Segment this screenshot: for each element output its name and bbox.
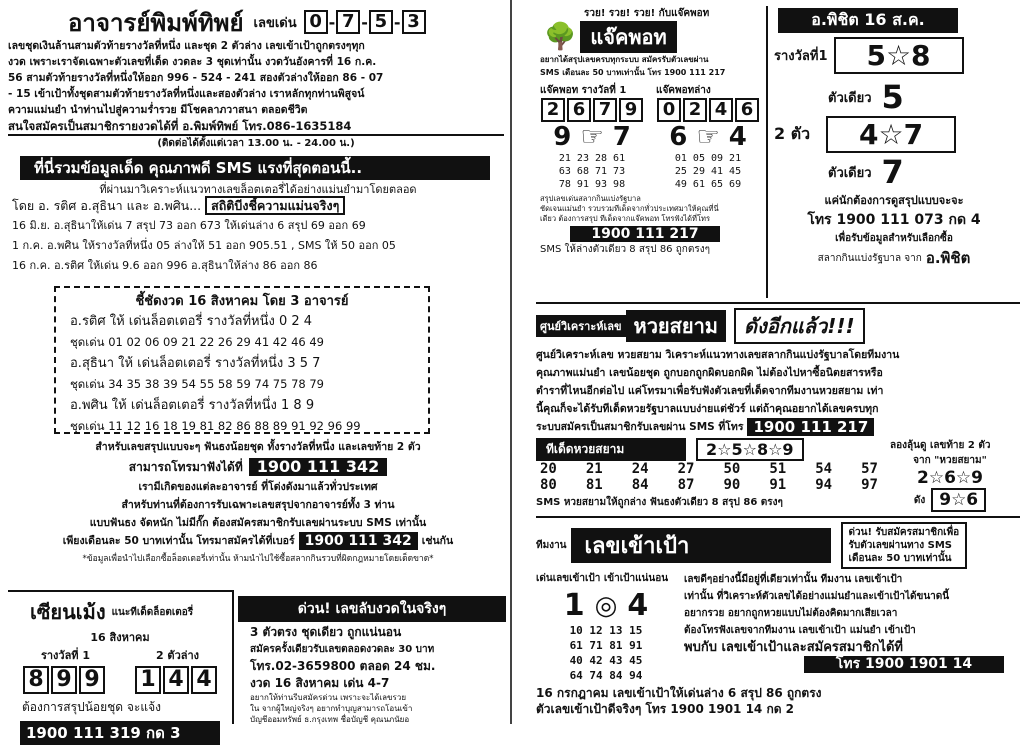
siam-cell: 84 [631,477,649,493]
teachers-box-title: ชี้ชัดงวด 16 สิงหาคม โดย 3 อาจารย์ [135,294,349,309]
jackpot-grid-row: 21 23 28 61 [558,153,626,164]
lead-digit: 0 [304,10,328,34]
summary-line: สำหรับเลขสรุปแบบจะๆ ฟันธงน้อยชุด ทั้งรางวัลที่หนึ่ง และเลขท้าย 2 ตัว [95,441,421,453]
siam-para: ศูนย์วิเคราะห์เลข หวยสยาม วิเคราะห์แนวทางเลขสลากกินแบ่งรัฐบาลโดยทีมงาน [536,349,900,361]
lekpao-line: พบกับ เลขเข้าเป้าและสมัครสมาชิกได้ที่ [684,640,903,655]
jackpot-sub: อยากได้สรุปเลขครบทุกระบบ สมัครรับตัวเลขผ่าน [540,55,709,64]
siam-cell: 81 [585,477,603,493]
jackpot-grid-row: 25 29 41 45 [674,166,742,177]
header-line: งวด เพราะเราจัดเฉพาะตัวเลขที่เด็ด งวดละ 3 ชุดเท่านั้น งวดวันอังคารที่ 16 ก.ค. [8,56,377,68]
jackpot-left-title: แจ๊คพอท รางวัลที่ 1 [540,85,627,96]
lekpao-line: ต้องโทรฟังเลขจากทีมงาน เลขเข้าเป้า แม่นยำ เข้าเป้า [684,625,916,636]
target-icon: ◎ [594,590,618,621]
secret-line: งวด 16 สิงหาคม เด่น 4-7 [250,676,390,690]
siam-cell: 80 [540,477,557,493]
jackpot-desc: เดียว ต้องการสรุป ทีเด็ดจากแจ๊คพอท โทรฟังได้ที่โทร [540,214,710,223]
jackpot-digit: 2 [541,98,565,122]
siam-cell: 57 [861,461,878,477]
jackpot-grid-row: 01 05 09 21 [674,153,742,164]
pichit-first: 5☆8 [834,37,964,74]
siam-cell: 87 [677,477,695,493]
pichit-want: แค่นักต้องการดูสรุปแบบจะจะ [824,194,964,207]
pichit-label: ตัวเดียว [828,165,872,181]
intro-tag: สถิติบีงชี้ความแม่นจริงๆ [205,196,345,215]
stats-section [12,182,504,274]
siam-brand: หวยสยาม [626,310,726,342]
intro-line: ที่ผ่านมาวิเคราะห์แนวทางเลขล็อตเตอรี่ได้อย่างแม่นยำมาโดยตลอด [99,183,417,196]
meng-label: 2 ตัวล่าง [155,649,200,662]
pichit-section [766,6,1020,298]
secret-line: 3 ตัวตรง ชุดเดียว ถูกแน่นอน [250,625,402,639]
lead-digit: 7 [336,10,360,34]
siam-side-pair: 2☆6☆9 [917,468,983,488]
teacher-line: อ.รติศ ให้ เด่นล็อตเตอรี่ รางวัลที่หนึ่ง 0 2 4 [70,314,313,329]
siam-cell: 24 [631,461,649,477]
siam-table-title: ทีเด็ดหวยสยาม [536,438,686,461]
money-tree-icon: 🌳 [544,22,577,52]
lekpao-line: เท่านั้น ที่วิเคราะห์ตัวเลขได้อย่างแม่นยำและเข้าเป้าได้ขนาดนี้ [684,591,950,602]
lekpao-team: ทีมงาน [536,540,567,551]
lekpao-ad-line: เดือนละ 50 บาทเท่านั้น [848,553,952,564]
lekpao-box [536,571,676,683]
siam-section [536,302,1020,514]
pimtip-section: อาจารย์พิมพ์ทิพย์ เลขเด่น 0 - 7 - 5 - 3 เลขชุดเงินล้านสามตัวท้ายรางวัลที่หนึ่ง และชุด 2 ตัวล่าง เลขเข้าเป้าถูกตรงๆทุก งวด เพราะเราจัดเฉพาะตัวเลขที่เด็ด งวดละ 3 ชุดเท่านั้น งวดวันอังคารที่ 16 ก.ค. 56 สามตัวท้ายรางวัลที่หนึ่งให้ออก 996 - 524 - 241 สองตัวล่างให้ออก 86 - 07 - 15 เข้าเป้าทั้งชุดสามตัวท้ายรางวัลที่หนึ่งและสองตัวล่าง เราหลักทุกท่านพิสูจน์ ความแม่นยำ นำท่านไปสู่ความร่ำรวย มีโชคลาภวาสนา ตลอดชีวิต สนใจสมัครเป็นสมาชิกรายงวดได้ที่ อ.พิมพ์ทิพย์ โทร.086-1635184 (ติดต่อได้ตั้งแต่เวลา 13.00 น. - 24.00 น.) [8,6,504,152]
jackpot-result: SMS ให้ล่างตัวเดียว 8 สรุป 86 ถูกตรงๆ [540,244,710,255]
siam-tag: ดังอีกแล้ว!!! [734,308,865,344]
summary-line: เรามีเกิดของแต่ละอาจารย์ ที่โด่งดังมาแล้วทั่วประเทศ [138,481,378,493]
meng-digit: 9 [51,666,77,694]
jackpot-right-big: 6 ☞ 4 [669,122,747,152]
lead-digit: 3 [402,10,426,34]
summary-phone: 1900 111 342 [299,532,418,550]
jackpot-left-big: 9 ☞ 7 [553,122,631,152]
siam-para: คุณภาพแม่นยำ เลขน้อยชุด ถูกบอกถูกผิดบอกผิด ไม่ต้องไปหาซื้อนิตยสารหรือ [536,367,883,379]
siam-cell: 54 [815,461,833,477]
teacher-set: ชุดเด่น 01 02 06 09 21 22 26 29 41 42 46 49 [70,335,324,349]
jackpot-digit: 2 [683,98,707,122]
jackpot-logo: แจ๊คพอท [580,21,676,53]
secret-banner: ด่วน! เลขลับงวดในจริงๆ [238,596,506,622]
right-page [514,0,1024,724]
stat-line: 16 ก.ค. อ.รติศ ให้เด่น 9.6 ออก 996 อ.สุธินาให้ล่าง 86 ออก 86 [12,259,318,272]
siam-table [536,438,882,510]
stat-line: 1 ก.ค. อ.พศิน ให้รางวัลที่หนึ่ง 05 ล่างให้ 51 ออก 905.51 , SMS ให้ 50 ออก 05 [12,239,396,252]
meng-phone: 1900 111 319 กด 3 [20,721,220,745]
jackpot-grid-row: 63 68 71 73 [558,166,626,177]
siam-para: ตำราที่ไหนอีกต่อไป แค่โทรมาเพื่อรับฟังตัวเลขที่เด็ดจากทีมงานหวยสยาม เท่า [536,385,884,397]
intro-line: โดย อ. รติศ อ.สุธินา และ อ.พศิน... [12,198,202,213]
siam-cell: 21 [585,461,603,477]
meng-date: 16 สิงหาคม [90,631,150,644]
teachers-box [54,286,430,434]
summary-section [12,438,504,568]
lekpao-ad [841,522,968,569]
lekpao-big: 4 [627,588,649,623]
jackpot-right-grid [656,152,760,191]
siam-cell: 94 [815,477,833,493]
lekpao-ad-line: รับตัวเลขผ่านทาง SMS [848,540,952,551]
teacher-set: ชุดเด่น 11 12 16 18 19 81 82 86 88 89 91 92 96 99 [70,419,361,433]
summary-phone: 1900 111 342 [249,458,387,476]
secret-fine: บัญชีออมทรัพย์ ธ.กรุงเทพ ชื่อบัญชี คุณนภนัยอ [250,715,410,724]
lekpao-line: เลขดีๆอย่างนี้มีอยู่ที่เดียวเท่านั้น ทีมงาน เลขเข้าเป้า [684,574,903,585]
pichit-source-label: สลากกินแบ่งรัฐบาล จาก [817,252,922,264]
secret-fine: อยากให้ท่านรีบสมัครด่วน เพราะจะได้เลขรวย [250,693,406,702]
lekpao-brand: เลขเข้าเป้า [571,528,831,563]
info-banner: ที่นี่รวมข้อมูลเด็ด คุณภาพดี SMS แรงที่สุดตอนนี้.. [20,156,490,180]
lekpao-grid-row: 10 12 13 15 [569,624,643,637]
meng-digit: 8 [23,666,49,694]
secret-section [238,592,506,724]
lekpao-foot: 16 กรกฎาคม เลขเข้าเป้าให้เด่นล่าง 6 สรุป 86 ถูกตรง [536,686,822,700]
pichit-info: เพื่อรับข้อมูลสำหรับเลือกซื้อ [835,233,953,244]
siam-phone: 1900 111 217 [747,418,874,436]
jackpot-digit: 7 [593,98,617,122]
secret-fine: ใน จากผู้ใหญ่จริงๆ อยากทำบุญสามารถโอนเข้า [250,704,413,713]
siam-cell: 50 [723,461,741,477]
left-page [0,0,512,742]
teacher-line: อ.สุธินา ให้ เด่นล็อตเตอรี่ รางวัลที่หนึ่ง 3 5 7 [70,356,321,371]
siam-side-line: จาก "หวยสยาม" [913,455,987,466]
siam-cell: 51 [769,461,787,477]
siam-center: ศูนย์วิเคราะห์เลข [536,315,626,337]
siam-cell: 20 [540,461,557,477]
pichit-source: อ.พิชิต [925,249,971,267]
jackpot-grid-row: 78 91 93 98 [558,179,626,190]
summary-line: แบบฟันธง จัดหนัก ไม่มีกั๊ก ต้องสมัครสมาชิกรับเลขผ่านระบบ SMS เท่านั้น [89,517,427,529]
lekpao-big: 1 [563,588,585,623]
jackpot-left-grid [540,152,644,191]
jackpot-section [540,6,760,298]
meng-digit: 1 [135,666,161,694]
jackpot-digit: 4 [709,98,733,122]
jackpot-right-title: แจ๊คพอทล่าง [656,85,711,96]
header-line: เลขชุดเงินล้านสามตัวท้ายรางวัลที่หนึ่ง และชุด 2 ตัวล่าง เลขเข้าเป้าถูกตรงๆทุก [8,40,365,52]
secret-line: สมัครครั้งเดียวรับเลขตลอดงวดละ 30 บาท [250,644,435,655]
lekpao-foot: ตัวเลขเข้าเป้าดีจริงๆ โทร 1900 1901 14 กด 2 [536,702,795,716]
meng-digit: 4 [163,666,189,694]
lead-digit: 5 [369,10,393,34]
summary-line: เพียงเดือนละ 50 บาทเท่านั้น โทรมาสมัครได้ที่เบอร์ [62,535,295,547]
lekpao-line: อยากรวย อยากถูกหวยแบบไม่ต้องคิดมากเสียเวลา [684,608,898,619]
secret-line: โทร.02-3659800 ตลอด 24 ชม. [250,659,436,673]
siam-para: นี้คุณก็จะได้รับทีเด็ดหวยรัฐบาลแบบง่ายแต่ชัวร์ แต่ถ้าคุณอยากได้เลขครบทุก [536,403,879,415]
jackpot-right [656,83,760,191]
siam-result: SMS หวยสยามให้ถูกล่าง ฟันธงตัวเดียว 8 สรุป 86 ตรงๆ [536,497,783,508]
lead-label: เลขเด่น [253,15,297,31]
pichit-label: รางวัลที่1 [774,49,828,64]
siam-side-pair: 9☆6 [931,488,986,512]
header-line: 56 สามตัวท้ายรางวัลที่หนึ่งให้ออก 996 - 524 - 241 สองตัวล่างให้ออก 86 - 07 [8,72,384,84]
pichit-title: อ.พิชิต 16 ส.ค. [778,8,958,33]
jackpot-digit: 9 [619,98,643,122]
siam-para: ระบบสมัครเป็นสมาชิกรับเลขผ่าน SMS ที่โทร [536,421,744,433]
meng-digit: 9 [79,666,105,694]
siam-table-top: 2☆5☆8☆9 [696,438,804,461]
header-contact: สนใจสมัครเป็นสมาชิกรายงวดได้ที่ อ.พิมพ์ทิพย์ โทร.086-1635184 [8,118,504,136]
lekpao-section [536,516,1020,724]
lekpao-ad-line: ด่วน! รับสมัครสมาชิกเพื่อ [848,527,960,538]
footnote: *ข้อมูลเพื่อนำไปเลือกซื้อล็อตเตอรี่เท่านั้น ห้ามนำไปใช้ซื้อสลากกินรวบที่ผิดกฎหมายโดยเด็ดขาด* [82,554,434,564]
header-hours: (ติดต่อได้ตั้งแต่เวลา 13.00 น. - 24.00 น.) [157,138,355,149]
pimtip-title: อาจารย์พิมพ์ทิพย์ [68,8,244,37]
header-line: - 15 เข้าเป้าทั้งชุดสามตัวท้ายรางวัลที่หนึ่งและสองตัวล่าง เราหลักทุกท่านพิสูจน์ [8,88,365,100]
summary-line: สำหรับท่านที่ต้องการรับเฉพาะเลขสรุปจากอาจารย์ทั้ง 3 ท่าน [121,499,395,511]
jackpot-phone: 1900 111 217 [570,226,720,242]
pichit-label: 2 ตัว [774,124,811,143]
jackpot-tag: รวย! รวย! รวย! กับแจ๊คพอท [584,8,710,19]
meng-need: ต้องการสรุปน้อยชุด จะแจ้ง [22,700,161,714]
summary-tail: เช่นกัน [421,535,454,547]
siam-cell: 27 [677,461,695,477]
siam-side [890,438,1010,512]
lekpao-text [684,571,1014,673]
pichit-call: โทร 1900 111 073 กด 4 [807,212,981,228]
lekpao-grid-row: 64 74 84 94 [569,669,643,682]
meng-title: เซียนเม้ง [30,600,106,624]
stat-line: 16 มิ.ย. อ.สุธินาให้เด่น 7 สรุป 73 ออก 673 ให้เด่นล่าง 6 สรุป 69 ออก 69 [12,219,366,232]
lekpao-label: เด่นเลขเข้าเป้า เข้าเป้าแน่นอน [536,573,669,584]
pichit-single2: 7 [881,153,904,191]
pichit-single: 5 [881,78,904,116]
siam-side-line: ลองลุ้นดู เลขท้าย 2 ตัว [890,440,991,451]
siam-cell: 91 [769,477,787,493]
siam-cell: 90 [723,477,741,493]
siam-side-label: ดัง [913,494,926,506]
jackpot-digit: 6 [735,98,759,122]
header-line: ความแม่นยำ นำท่านไปสู่ความร่ำรวย มีโชคลาภวาสนา ตลอดชีวิต [8,104,308,116]
meng-subtitle: แนะทีเด็ดล็อตเตอรี่ [111,606,194,618]
jackpot-digit: 6 [567,98,591,122]
siam-cell: 97 [861,477,878,493]
meng-digit: 4 [191,666,217,694]
jackpot-left [540,83,644,191]
lekpao-grid-row: 61 71 81 91 [569,639,643,652]
meng-section [8,590,234,742]
teacher-set: ชุดเด่น 34 35 38 39 54 55 58 59 74 75 78 79 [70,377,324,391]
pichit-two: 4☆7 [826,116,956,153]
pichit-label: ตัวเดียว [828,90,872,106]
jackpot-desc: ชัดเจนแม่นยำ รวบรวมทีเด็ดจากทั่วประเทศมาให้คุณที่นี่ [540,204,719,213]
jackpot-sub: SMS เดือนละ 50 บาทเท่านั้น โทร 1900 111 217 [540,68,726,77]
meng-label: รางวัลที่ 1 [40,649,91,662]
lekpao-grid-row: 40 42 43 45 [569,654,643,667]
jackpot-digit: 0 [657,98,681,122]
teacher-line: อ.พศิน ให้ เด่นล็อตเตอรี่ รางวัลที่หนึ่ง 1 8 9 [70,398,315,413]
summary-label: สามารถโทรมาฟังได้ที่ [128,460,243,474]
lekpao-phone: โทร 1900 1901 14 [804,656,1004,673]
jackpot-desc: สรุปเลขเด่นสลากกินแบ่งรัฐบาล [540,194,641,203]
jackpot-grid-row: 49 61 65 69 [674,179,742,190]
